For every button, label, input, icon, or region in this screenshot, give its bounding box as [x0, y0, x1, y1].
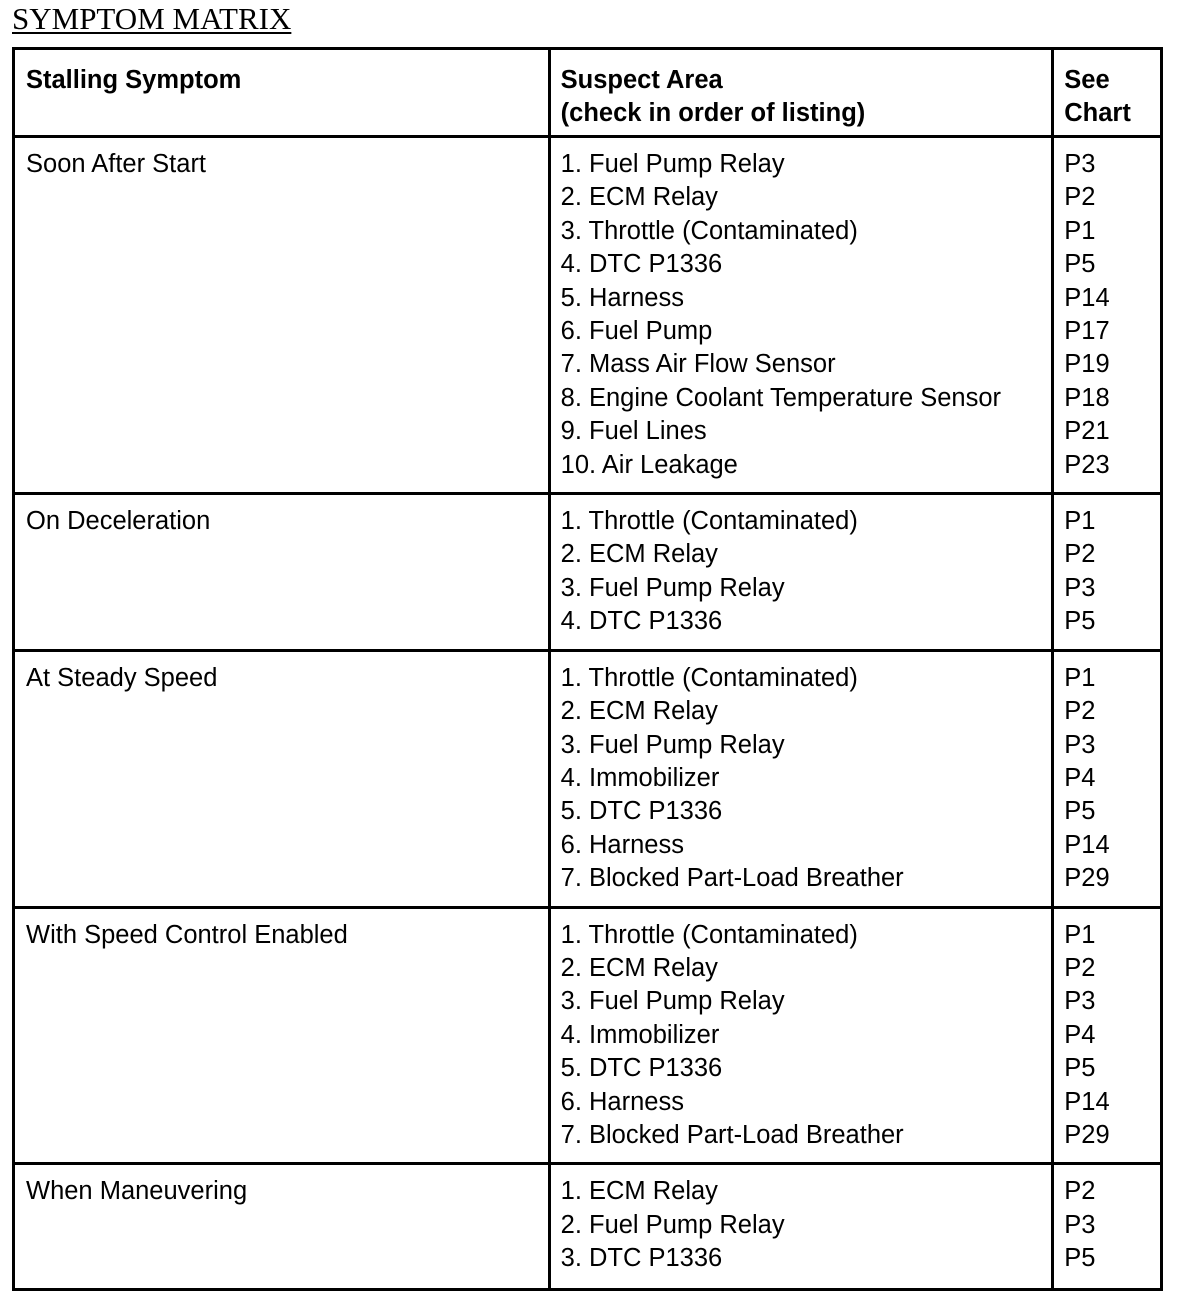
table-row: [14, 1164, 1162, 1289]
suspect-area-item: 2. ECM Relay: [560, 540, 718, 569]
suspect-area-item: 10. Air Leakage: [560, 450, 738, 479]
chart-reference: P4: [1064, 1020, 1096, 1049]
suspect-area-item: 1. Throttle (Contaminated): [560, 663, 858, 692]
chart-reference: P1: [1064, 507, 1096, 536]
suspect-area-cell: [549, 1164, 1053, 1289]
suspect-area-item: 3. Fuel Pump Relay: [560, 987, 785, 1016]
table-row: [14, 137, 1162, 494]
suspect-area-item: 7. Blocked Part-Load Breather: [560, 864, 904, 893]
header-suspect-area: [549, 49, 1053, 137]
suspect-area-item: 8. Engine Coolant Temperature Sensor: [560, 383, 1002, 412]
chart-reference: P1: [1064, 216, 1096, 245]
see-chart-cell: [1053, 1164, 1162, 1289]
chart-reference: P2: [1064, 697, 1096, 726]
chart-reference: P5: [1064, 250, 1096, 279]
symptom-cell: [14, 494, 550, 651]
header-chart-label-line2: Chart: [1064, 99, 1131, 128]
suspect-area-item: 3. DTC P1336: [560, 1244, 723, 1273]
suspect-area-item: 3. Throttle (Contaminated): [560, 216, 858, 245]
chart-reference: P3: [1064, 987, 1096, 1016]
suspect-area-item: 3. Fuel Pump Relay: [560, 730, 785, 759]
chart-reference: P5: [1064, 1054, 1096, 1083]
suspect-area-item: 1. Throttle (Contaminated): [560, 920, 858, 949]
suspect-area-item: 4. Immobilizer: [560, 1020, 720, 1049]
chart-reference: P29: [1064, 864, 1110, 893]
symptom-cell: [14, 650, 550, 907]
chart-reference: P14: [1064, 1087, 1110, 1116]
see-chart-cell: [1053, 650, 1162, 907]
table-header-row: [14, 49, 1162, 137]
symptom-label: With Speed Control Enabled: [26, 920, 348, 949]
symptom-cell: [14, 1164, 550, 1289]
suspect-area-item: 2. Fuel Pump Relay: [560, 1210, 785, 1239]
suspect-area-item: 4. Immobilizer: [560, 763, 720, 792]
chart-reference: P4: [1064, 763, 1096, 792]
suspect-area-item: 4. DTC P1336: [560, 250, 723, 279]
chart-reference: P1: [1064, 663, 1096, 692]
see-chart-cell: [1053, 907, 1162, 1164]
chart-reference: P5: [1064, 607, 1096, 636]
symptom-label: When Maneuvering: [26, 1177, 248, 1206]
suspect-area-cell: [549, 137, 1053, 494]
chart-reference: P5: [1064, 797, 1096, 826]
table-body: [14, 137, 1162, 1290]
chart-reference: P1: [1064, 920, 1096, 949]
chart-reference: P3: [1064, 573, 1096, 602]
chart-reference: P2: [1064, 183, 1096, 212]
header-suspect-label: Suspect Area: [560, 66, 723, 94]
table-row: [14, 907, 1162, 1164]
suspect-area-item: 3. Fuel Pump Relay: [560, 573, 785, 602]
suspect-area-item: 2. ECM Relay: [560, 697, 718, 726]
chart-reference: P2: [1064, 540, 1096, 569]
suspect-area-item: 1. Throttle (Contaminated): [560, 507, 858, 536]
chart-reference: P18: [1064, 383, 1110, 412]
suspect-area-cell: [549, 907, 1053, 1164]
header-chart-label-line1: See: [1064, 66, 1110, 94]
suspect-area-item: 2. ECM Relay: [560, 953, 718, 982]
suspect-area-cell: [549, 494, 1053, 651]
suspect-area-item: 1. Fuel Pump Relay: [560, 150, 785, 178]
suspect-area-item: 6. Harness: [560, 830, 684, 859]
suspect-area-item: 6. Fuel Pump: [560, 317, 713, 346]
see-chart-cell: [1053, 137, 1162, 494]
see-chart-cell: [1053, 494, 1162, 651]
symptom-matrix-table: [12, 47, 1163, 1291]
chart-reference: P21: [1064, 417, 1110, 446]
symptom-label: On Deceleration: [26, 507, 211, 536]
suspect-area-item: 6. Harness: [560, 1087, 684, 1116]
suspect-area-item: 2. ECM Relay: [560, 183, 718, 212]
header-suspect-sublabel: (check in order of listing): [560, 99, 866, 128]
header-stalling-symptom: [14, 49, 550, 137]
suspect-area-item: 9. Fuel Lines: [560, 417, 707, 446]
chart-reference: P2: [1064, 953, 1096, 982]
suspect-area-cell: [549, 650, 1053, 907]
chart-reference: P3: [1064, 150, 1096, 178]
symptom-label: Soon After Start: [26, 150, 207, 178]
header-see-chart: [1053, 49, 1162, 137]
symptom-label: At Steady Speed: [26, 663, 218, 692]
suspect-area-item: 5. DTC P1336: [560, 1054, 723, 1083]
chart-reference: P3: [1064, 1210, 1096, 1239]
table-row: [14, 650, 1162, 907]
chart-reference: P3: [1064, 730, 1096, 759]
chart-reference: P14: [1064, 283, 1110, 312]
suspect-area-item: 5. DTC P1336: [560, 797, 723, 826]
symptom-cell: [14, 907, 550, 1164]
chart-reference: P14: [1064, 830, 1110, 859]
page-title: SYMPTOM MATRIX: [12, 1, 292, 36]
chart-reference: P5: [1064, 1244, 1096, 1273]
header-symptom-label: Stalling Symptom: [26, 66, 242, 94]
chart-reference: P17: [1064, 317, 1110, 346]
chart-reference: P19: [1064, 350, 1110, 379]
symptom-cell: [14, 137, 550, 494]
suspect-area-item: 1. ECM Relay: [560, 1177, 718, 1206]
chart-reference: P23: [1064, 450, 1110, 479]
suspect-area-item: 7. Mass Air Flow Sensor: [560, 350, 836, 379]
suspect-area-item: 5. Harness: [560, 283, 684, 312]
suspect-area-item: 4. DTC P1336: [560, 607, 723, 636]
chart-reference: P2: [1064, 1177, 1096, 1206]
suspect-area-item: 7. Blocked Part-Load Breather: [560, 1120, 904, 1149]
table-row: [14, 494, 1162, 651]
chart-reference: P29: [1064, 1120, 1110, 1149]
